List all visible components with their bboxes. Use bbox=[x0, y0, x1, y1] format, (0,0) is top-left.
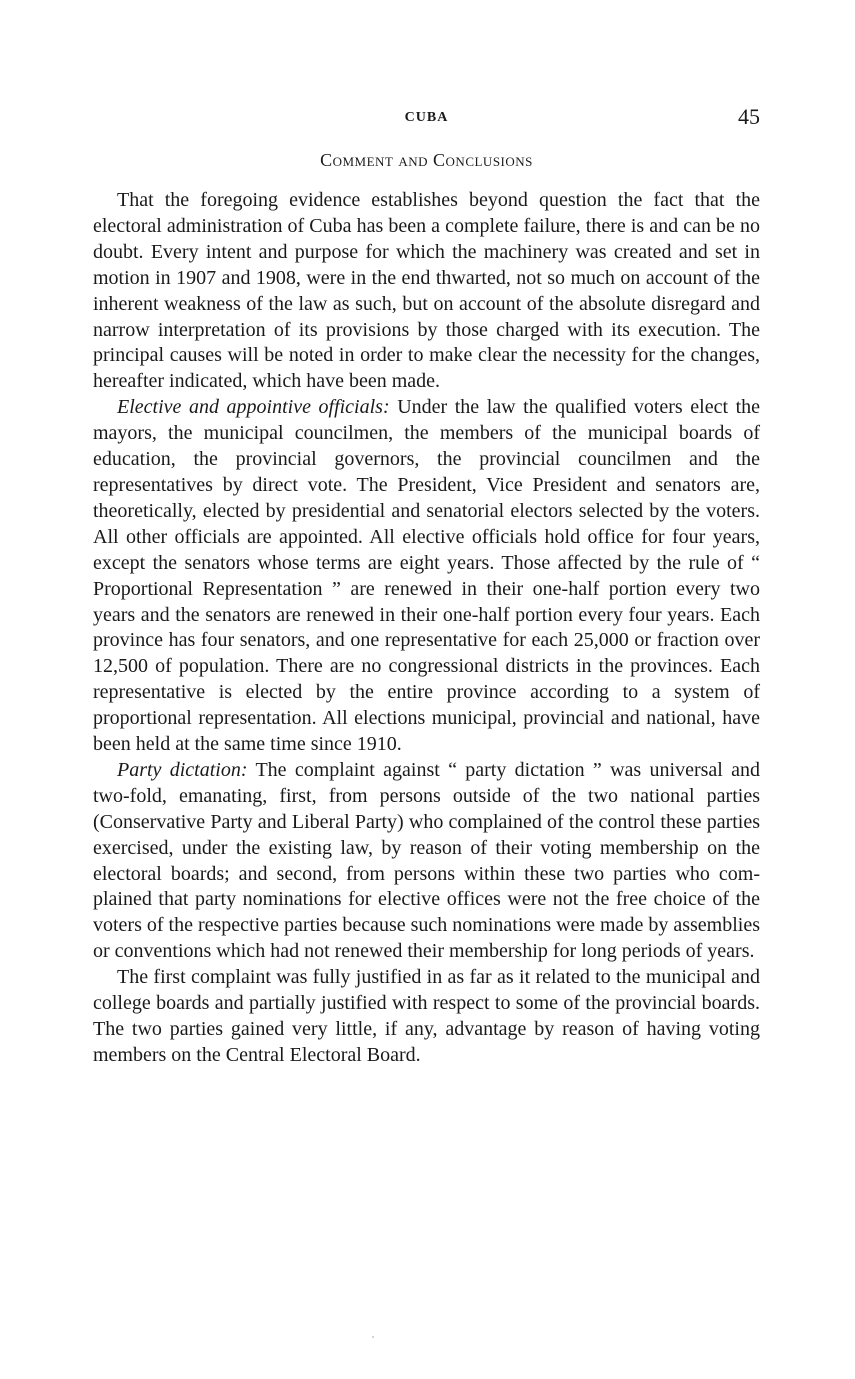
page-number: 45 bbox=[738, 104, 760, 129]
running-head bbox=[93, 104, 760, 132]
running-title: CUBA bbox=[404, 110, 449, 125]
section-heading: Comment and Conclusions bbox=[320, 150, 533, 170]
paragraph-first-complaint-text: The first complaint was fully justified in as far as it related to the municipal and college boards and partially justified with respect to some of the provincial boards. The two parties gained very little, if any, advantage by reason of having voting members on the Central Electoral Board. bbox=[93, 966, 760, 1066]
page-speck bbox=[372, 1336, 374, 1338]
paragraph-intro-text: That the foregoing evidence establishes beyond question the fact that the electoral administration of Cuba has been a complete failure, there is and can be no doubt. Every intent and purpose for which the machinery was created and set in motion in 1907 and 1908, were in the end thwarted, not so much on account of the inherent weakness of the law as such, but on account of the absolute disregard and narrow interpretation of its provisions by those charged with its execution. The principal causes will be noted in order to make clear the necessity for the changes, hereafter indicated, which have been made. bbox=[93, 189, 760, 393]
paragraph-lead-party-dictation: Party dictation: bbox=[117, 758, 248, 781]
paragraph-elective-officials-text: Under the law the qualified voters elect the mayors, the municipal councilmen, the members of the municipal boards of education, the provincial governors, the provincial councilmen and the representatives by direct vote. The President, Vice President and senators are, theoretically, elected by presidential and senatorial electors selected by the voters. All other officials are appointed. All elective officials hold office for four years, except the senators whose terms are eight years. Those affected by the rule of “ Proportional Representation ” are renewed in their one-half portion every two years and the senators are renewed in their one-half portion every four years. Each province has four senators, and one representative for each 25,000 or fraction over 12,500 of population. There are no congressional districts in the provinces. Each representative is elected by the entire province according to a system of proportional representation. All elections municipal, provincial and national, have been held at the same time since 1910. bbox=[93, 396, 761, 756]
paragraph-elective-officials bbox=[93, 395, 760, 758]
paragraph-party-dictation bbox=[93, 758, 760, 965]
paragraph-party-dictation-text: The complaint against “ party dictation ” was universal and two-fold, emanating, first, from persons outside of the two national parties (Conservative Party and Liberal Party) who complained of the control these parties exercised, under the existing law, by reason of their voting membership on the electoral boards; and second, from persons within these two parties who complained that party nominations for elective offices were not the free choice of the voters of the respective parties because such nominations were made by assemblies or conventions which had not renewed their membership for long periods of years. bbox=[93, 758, 761, 963]
body-text bbox=[93, 188, 760, 1069]
paragraph-lead-elective-officials: Elective and appointive officials: bbox=[117, 396, 390, 419]
paragraph-intro bbox=[93, 188, 760, 395]
paragraph-first-complaint bbox=[93, 965, 760, 1069]
